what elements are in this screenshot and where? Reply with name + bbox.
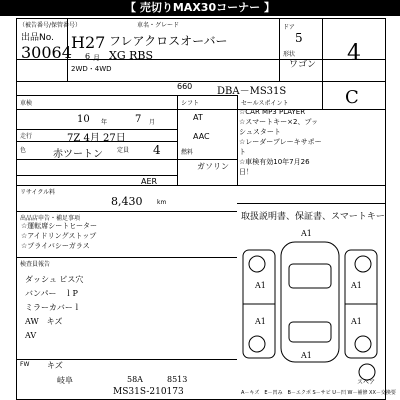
- seats-value: 4: [153, 143, 161, 157]
- ac-value: AAC: [193, 132, 210, 141]
- sales-points-title: セールスポイント: [241, 100, 289, 107]
- inspection-month: 7: [135, 114, 142, 125]
- sales-point-item: ☆車検有効10年7月26日！: [239, 158, 310, 176]
- location: 岐阜: [57, 376, 73, 385]
- lot-number: 30064: [21, 43, 72, 62]
- drive-type: 2WD・4WD: [71, 65, 112, 73]
- equipment-item: ☆アイドリングストップ: [21, 232, 97, 240]
- interior-score: C: [345, 87, 359, 108]
- sales-point-item: ☆レーダーブレーキサポート: [239, 138, 322, 156]
- inspector-note-line: AV: [25, 331, 37, 340]
- inspection-value: 10: [77, 114, 90, 125]
- chassis-code: DBA－MS31S: [217, 86, 287, 97]
- damage-mark: A1: [301, 229, 312, 238]
- wheel-fr: [355, 256, 371, 272]
- history-value: 7Z 4月 27日: [67, 133, 126, 144]
- recycle-label: リサイクル料: [20, 189, 56, 196]
- equipment-list: [21, 221, 97, 251]
- score: 4: [347, 41, 361, 66]
- inspection-label: 車検: [20, 100, 33, 107]
- lot-label: 出品No.: [21, 33, 54, 43]
- history-label: 走行: [20, 133, 33, 140]
- damage-mark: A1: [255, 281, 266, 290]
- inspector-note-line: ミラーカバーｌ: [25, 303, 81, 312]
- wheel-rl: [249, 336, 265, 352]
- sales-point-item: ☆CAR MP3 PLAYER: [239, 108, 306, 116]
- inspector-notes-list: [25, 273, 83, 343]
- damage-mark: A1: [351, 281, 362, 290]
- doors-label: ドア: [283, 24, 295, 31]
- model-name: フレアクロスオーバー: [109, 34, 228, 48]
- model-month: 6: [85, 52, 91, 61]
- frame-number: MS31S-210173: [113, 387, 184, 397]
- inspection-year-label: 年: [101, 119, 108, 126]
- windshield: [289, 264, 331, 288]
- docs-title: 取扱説明書、保証書、スマートキー: [241, 212, 385, 222]
- sales-point-item: ☆スマートキー×2、プッシュスタート: [239, 118, 318, 136]
- color-label: 色: [20, 147, 27, 154]
- fw-label: FW: [20, 361, 30, 368]
- damage-mark: A1: [301, 351, 312, 360]
- shape-value: ワゴン: [289, 60, 317, 70]
- damage-mark: A1: [351, 317, 362, 326]
- damage-mark: A1: [255, 317, 266, 326]
- rear-window: [289, 322, 331, 342]
- equipment-item: ☆プライバシーガラス: [21, 242, 90, 250]
- grade: XG RBS: [109, 49, 154, 62]
- inspector-note-line: ダッシュ ビス穴: [25, 275, 84, 284]
- mileage-unit: km: [157, 199, 167, 206]
- engine-cc: 660: [177, 82, 193, 91]
- header-small-label: （被告番号/保管番号）: [19, 22, 82, 29]
- model-year: H27: [71, 33, 106, 52]
- inspector-note-line: バンパー ｌP: [25, 289, 78, 298]
- equipment-item: ☆運転席シートヒーター: [21, 222, 97, 230]
- auction-sheet: [16, 18, 396, 400]
- doors-value: 5: [295, 31, 303, 45]
- code-2: 8513: [167, 375, 188, 384]
- shape-label: 形状: [283, 51, 296, 58]
- transmission-label: シフト: [181, 100, 200, 107]
- wheel-rr: [355, 336, 371, 352]
- car-diagram: [239, 224, 381, 384]
- car-body-outline: [281, 242, 339, 362]
- banner: 【 売切りMAX30コーナー 】: [0, 0, 400, 16]
- inspector-notes-title: 検査員報告: [20, 261, 51, 268]
- inspection-month-label: 月: [149, 119, 156, 126]
- fw-value: キズ: [47, 361, 63, 370]
- inspector-note-line: AW キズ: [25, 317, 63, 326]
- spare-tire: [359, 364, 375, 380]
- mileage-value: 8,430: [111, 195, 143, 208]
- seats-label: 定員: [117, 147, 130, 154]
- damage-legend: A－キズ E－凹み B－エクボ S－サビ U－凹 W－補修 XX－交換要: [241, 390, 396, 396]
- model-name-label: 車名・グレード: [137, 22, 180, 29]
- spare-label: スペア: [357, 379, 376, 386]
- aer-label: AER: [141, 177, 158, 186]
- sales-points-list: [239, 107, 323, 177]
- fuel-label: 燃料: [181, 149, 194, 156]
- equipment-title: 出品店申告・補足事項: [20, 215, 81, 222]
- wheel-fl: [249, 256, 265, 272]
- fuel-value: ガソリン: [197, 162, 229, 171]
- code-1: 58A: [127, 375, 143, 384]
- color-value: 赤ツートン: [53, 149, 103, 160]
- model-month-suffix: 月: [93, 54, 100, 62]
- transmission-value: AT: [193, 113, 203, 122]
